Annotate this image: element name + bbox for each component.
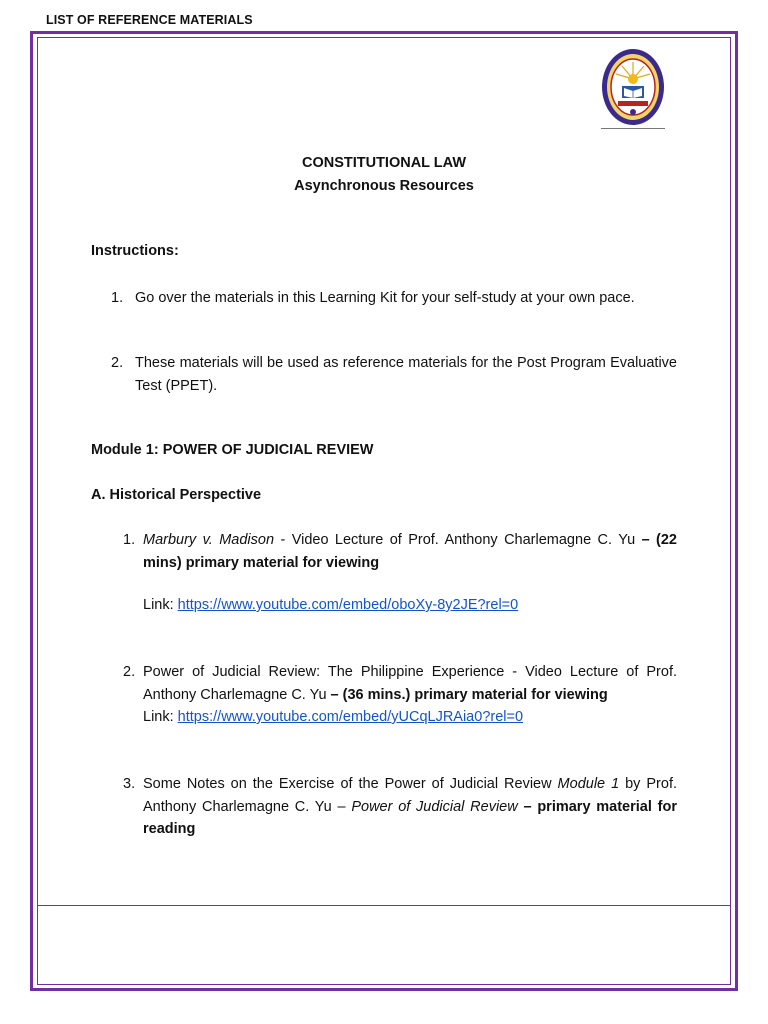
- reference-text: - Video Lecture of Prof. Anthony Charlemagne C. Yu: [274, 532, 642, 548]
- document-title: CONSTITUTIONAL LAW: [301, 155, 467, 171]
- reference-note: – (36 mins.) primary material for viewing: [330, 686, 608, 703]
- link-label: Link:: [143, 709, 178, 725]
- reference-item: [123, 529, 677, 574]
- video-link[interactable]: https://www.youtube.com/embed/yUCqLJRAia0?rel=0: [177, 709, 524, 725]
- reference-item: [123, 661, 677, 729]
- reference-text: Some Notes on the Exercise of the Power of Judicial Review: [143, 776, 558, 792]
- reference-author: by Prof. Anthony Charlemagne C. Yu –: [143, 776, 677, 815]
- instructions-heading: Instructions:: [91, 243, 179, 259]
- reference-title: Marbury v. Madison: [143, 532, 275, 548]
- instruction-text: These materials will be used as reference materials for the Post Program Evaluative Test (PPET).: [135, 355, 677, 394]
- seal-underline: [601, 128, 665, 129]
- instruction-item: [111, 352, 677, 398]
- list-number: 2.: [111, 355, 124, 371]
- reference-module: Module 1: [557, 776, 620, 792]
- list-number: 1.: [111, 290, 124, 306]
- link-label: Link:: [143, 597, 178, 613]
- footer-divider: [37, 905, 731, 906]
- list-number: 1.: [123, 532, 136, 548]
- reference-link-line: [143, 597, 518, 613]
- section-heading: A. Historical Perspective: [91, 487, 262, 503]
- module-heading: Module 1: POWER OF JUDICIAL REVIEW: [91, 442, 374, 458]
- page-header: LIST OF REFERENCE MATERIALS: [46, 13, 253, 27]
- school-seal-icon: [600, 46, 666, 128]
- reference-note: – primary material for reading: [143, 798, 677, 837]
- video-link[interactable]: https://www.youtube.com/embed/oboXy-8y2JE?rel=0: [177, 597, 519, 613]
- reference-title: Power of Judicial Review: [351, 798, 518, 815]
- reference-item: [123, 773, 677, 841]
- document-subtitle: Asynchronous Resources: [294, 178, 474, 194]
- list-number: 3.: [123, 776, 136, 792]
- reference-note: – (22 mins) primary material for viewing: [143, 532, 677, 571]
- reference-text: Power of Judicial Review: The Philippine Experience - Video Lecture of Prof. Anthony Charlemagne C. Yu: [143, 664, 677, 703]
- instruction-text: Go over the materials in this Learning Kit for your self-study at your own pace.: [135, 290, 635, 306]
- list-number: 2.: [123, 664, 136, 680]
- instruction-item: [111, 287, 677, 310]
